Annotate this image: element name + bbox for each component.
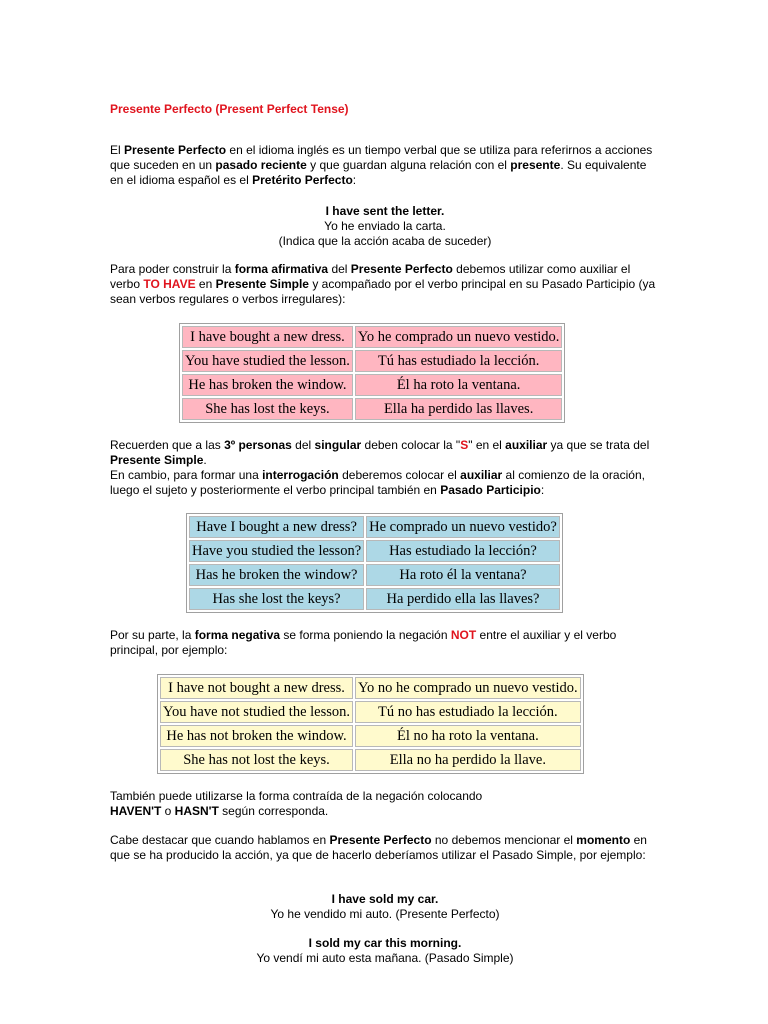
table-row — [160, 749, 581, 771]
table-row — [182, 374, 562, 396]
table-row — [160, 677, 581, 699]
intro-paragraph: El Presente Perfecto en el idioma inglés es un tiempo verbal que se utiliza para referirnos a acciones que suceden en un pasado reciente y que guardan alguna relación con el presente. Su equivalente en el idioma español es el Pretérito Perfecto: — [110, 143, 653, 187]
negative-table — [157, 674, 584, 774]
spanish-cell: Él ha roto la ventana. — [355, 374, 563, 396]
english-cell: Has she lost the keys? — [189, 588, 364, 610]
english-cell: I have not bought a new dress. — [160, 677, 353, 699]
affirmative-intro-paragraph: Para poder construir la forma afirmativa del Presente Perfecto debemos utilizar como auxiliar el verbo TO HAVE en Presente Simple y acompañado por el verbo principal en su Pasado Participio (ya sean verbos regulares o verbos irregulares): — [110, 262, 656, 306]
affirmative-table — [179, 323, 565, 423]
spanish-cell: Tú no has estudiado la lección. — [355, 701, 581, 723]
spanish-cell: Yo he comprado un nuevo vestido. — [355, 326, 563, 348]
spanish-cell: Él no ha roto la ventana. — [355, 725, 581, 747]
page-title: Presente Perfecto (Present Perfect Tense) — [110, 102, 349, 116]
english-cell: Have I bought a new dress? — [189, 516, 364, 538]
table-row — [189, 564, 560, 586]
negative-intro-paragraph: Por su parte, la forma negativa se forma poniendo la negación NOT entre el auxiliar y el verbo principal, por ejemplo: — [110, 628, 617, 657]
example-2: I have sold my car. Yo he vendido mi auto. (Presente Perfecto) — [270, 892, 500, 921]
english-cell: She has not lost the keys. — [160, 749, 353, 771]
english-cell: You have studied the lesson. — [182, 350, 353, 372]
example-3: I sold my car this morning. Yo vendí mi auto esta mañana. (Pasado Simple) — [256, 936, 514, 965]
table-row — [189, 588, 560, 610]
spanish-cell: Ella ha perdido las llaves. — [355, 398, 563, 420]
moment-note-paragraph: Cabe destacar que cuando hablamos en Presente Perfecto no debemos mencionar el momento en que se ha producido la acción, ya que de hacerlo deberíamos utilizar el Pasado Simple, por ejemplo: — [110, 833, 647, 862]
interrogative-table — [186, 513, 563, 613]
english-cell: Have you studied the lesson? — [189, 540, 364, 562]
spanish-cell: Has estudiado la lección? — [366, 540, 560, 562]
table-row — [182, 398, 562, 420]
spanish-cell: He comprado un nuevo vestido? — [366, 516, 560, 538]
table-row — [189, 540, 560, 562]
table-row — [160, 725, 581, 747]
spanish-cell: Ella no ha perdido la llave. — [355, 749, 581, 771]
spanish-cell: Ha perdido ella las llaves? — [366, 588, 560, 610]
english-cell: You have not studied the lesson. — [160, 701, 353, 723]
spanish-cell: Ha roto él la ventana? — [366, 564, 560, 586]
table-row — [160, 701, 581, 723]
table-row — [182, 326, 562, 348]
spanish-cell: Yo no he comprado un nuevo vestido. — [355, 677, 581, 699]
english-cell: He has not broken the window. — [160, 725, 353, 747]
example-1: I have sent the letter. Yo he enviado la carta. (Indica que la acción acaba de suceder) — [278, 204, 492, 248]
third-person-paragraph: Recuerden que a las 3º personas del singular deben colocar la "S" en el auxiliar ya que se trata del Presente Simple. En cambio, para formar una interrogación deberemos colocar el auxiliar al comienzo de la oración, luego el sujeto y posteriormente el verbo principal también en Pasado Participio: — [110, 438, 650, 497]
english-cell: Has he broken the window? — [189, 564, 364, 586]
spanish-cell: Tú has estudiado la lección. — [355, 350, 563, 372]
english-cell: She has lost the keys. — [182, 398, 353, 420]
contraction-paragraph: También puede utilizarse la forma contraída de la negación colocando HAVEN'T o HASN'T según corresponda. — [110, 789, 483, 818]
table-row — [189, 516, 560, 538]
table-row — [182, 350, 562, 372]
english-cell: He has broken the window. — [182, 374, 353, 396]
english-cell: I have bought a new dress. — [182, 326, 353, 348]
